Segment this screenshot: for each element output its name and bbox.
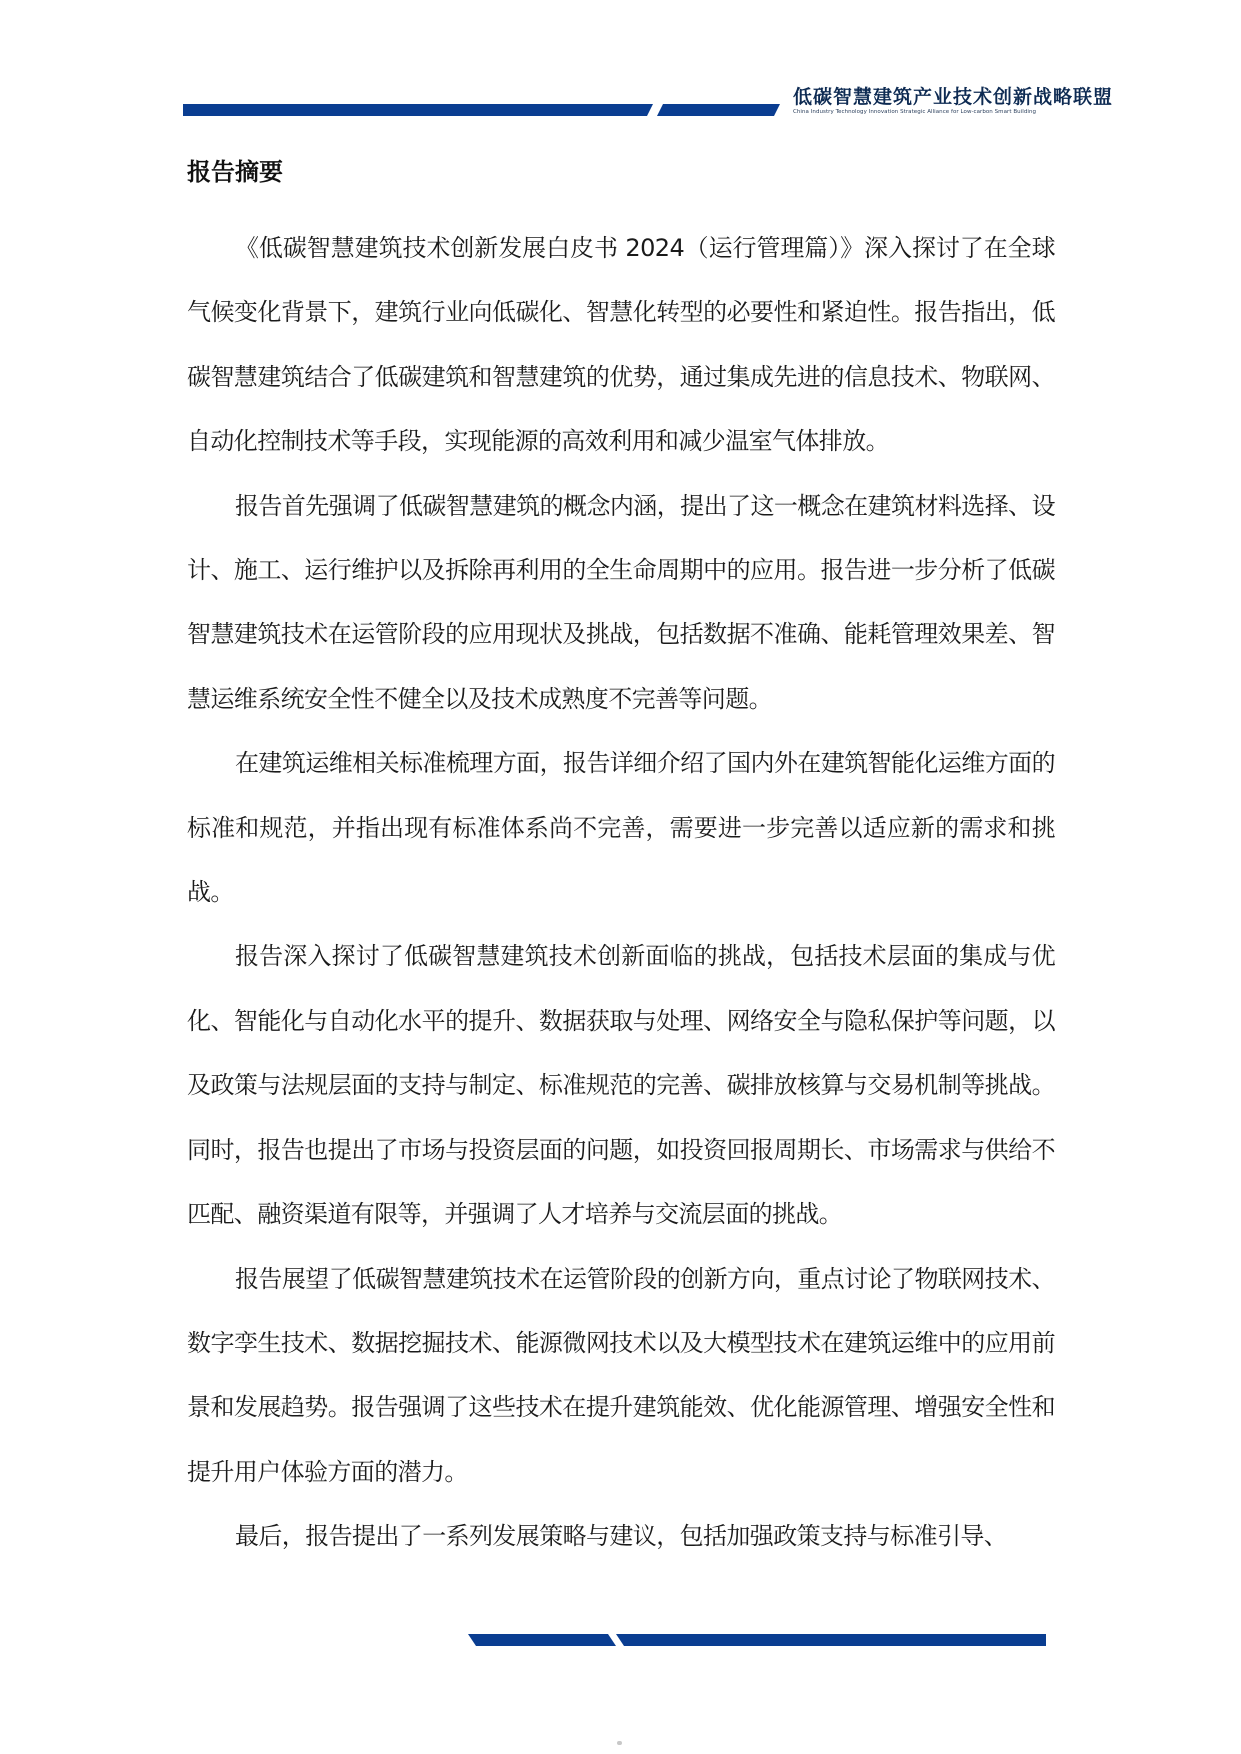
- header-bar-short: [657, 104, 780, 116]
- header-decoration-bars: [0, 0, 1241, 140]
- footer-decoration-bars: [0, 1620, 1241, 1660]
- section-title: 报告摘要: [187, 158, 283, 186]
- header-logo: [793, 86, 1114, 117]
- paragraph-6: 最后，报告提出了一系列发展策略与建议，包括加强政策支持与标准引导、: [235, 1522, 1008, 1551]
- org-name-en: China Industry Technology Innovation Strategic Alliance for Low-carbon Smart Building: [793, 109, 1037, 115]
- footer-bar-short: [468, 1634, 616, 1646]
- paragraph-4: 报告深入探讨了低碳智慧建筑技术创新面临的挑战，包括技术层面的集成与优化、智能化与自动化水平的提升、数据获取与处理、网络安全与隐私保护等问题，以及政策与法规层面的支持与制定、标准规范的完善、碳排放核算与交易机制等挑战。同时，报告也提出了市场与投资层面的问题，如投资回报周期长、市场需求与供给不匹配、融资渠道有限等，并强调了人才培养与交流层面的挑战。: [187, 942, 1055, 1229]
- footer-bar-long: [616, 1634, 1046, 1646]
- page-marker: [617, 1741, 622, 1745]
- paragraph-5: 报告展望了低碳智慧建筑技术在运管阶段的创新方向，重点讨论了物联网技术、数字孪生技术、数据挖掘技术、能源微网技术以及大模型技术在建筑运维中的应用前景和发展趋势。报告强调了这些技术在提升建筑能效、优化能源管理、增强安全性和提升用户体验方面的潜力。: [187, 1264, 1055, 1486]
- paragraph-2: 报告首先强调了低碳智慧建筑的概念内涵，提出了这一概念在建筑材料选择、设计、施工、运行维护以及拆除再利用的全生命周期中的应用。报告进一步分析了低碳智慧建筑技术在运管阶段的应用现状及挑战，包括数据不准确、能耗管理效果差、智慧运维系统安全性不健全以及技术成熟度不完善等问题。: [187, 491, 1055, 713]
- paragraph-3: 在建筑运维相关标准梳理方面，报告详细介绍了国内外在建筑智能化运维方面的标准和规范，并指出现有标准体系尚不完善，需要进一步完善以适应新的需求和挑战。: [187, 749, 1055, 907]
- paragraph-1: 《低碳智慧建筑技术创新发展白皮书 2024（运行管理篇）》深入探讨了在全球气候变化背景下，建筑行业向低碳化、智慧化转型的必要性和紧迫性。报告指出，低碳智慧建筑结合了低碳建筑和智慧建筑的优势，通过集成先进的信息技术、物联网、自动化控制技术等手段，实现能源的高效利用和减少温室气体排放。: [187, 234, 1055, 456]
- header-bar-long: [183, 104, 653, 116]
- document-body: [187, 216, 1055, 1569]
- org-name-cn: 低碳智慧建筑产业技术创新战略联盟: [793, 86, 1114, 108]
